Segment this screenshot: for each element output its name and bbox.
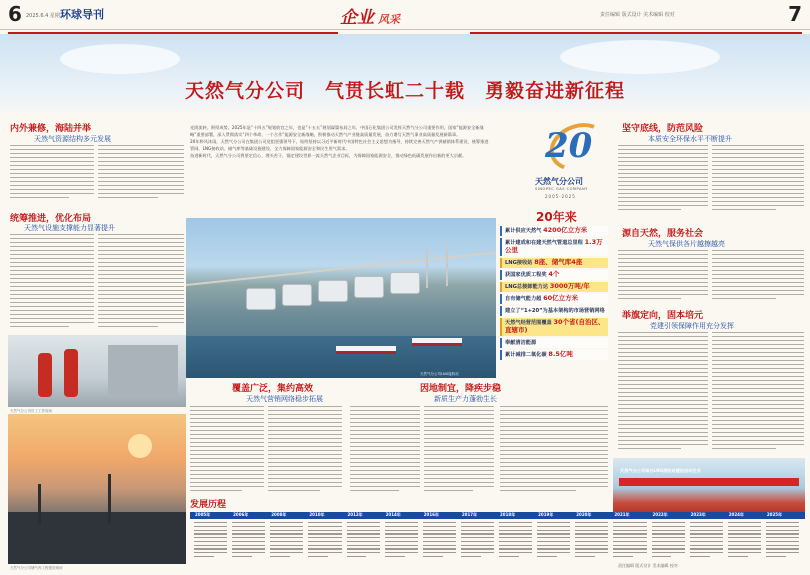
storage-tank [390,272,420,294]
brand-title [340,3,400,28]
stat-label: 累计建成和在建天然气管道总里程 [505,240,583,246]
team-photo [613,458,805,518]
timeline-event-text [728,522,761,566]
tower-shape [426,248,428,288]
stats-list [500,226,608,362]
timeline-event-text [499,522,532,566]
logo-company-name: 天然气分公司 [535,177,583,186]
crane-shape [38,484,41,524]
main-headline: 天然气分公司 气贯长虹二十载 勇毅奋进新征程 [184,80,625,102]
timeline-year: 2017年 [461,512,478,517]
stat-value: 8.5亿吨 [548,350,573,358]
lng-ship [412,338,462,346]
page-header [0,0,810,30]
ground-shape [8,512,186,564]
timeline-year: 2014年 [385,512,401,517]
stat-item [500,350,608,360]
right-meta: 责任编辑 版式设计 美术编辑 校对 [600,12,675,18]
timeline-event-text [347,522,380,566]
stat-value: 3000万吨/年 [549,282,590,290]
timeline-year: 2006年 [233,512,249,517]
article-text [712,332,804,454]
article-text [618,250,708,302]
anniversary-logo [535,120,615,205]
article-text [268,406,342,494]
article-text [350,406,420,494]
cloud-decoration [60,44,180,74]
equipment-shape [108,345,178,395]
timeline-year: 2016年 [423,512,439,517]
section-name: 环球导刊 [60,8,104,21]
timeline-event-text [461,522,494,566]
stats-heading: 20年来 [536,210,577,224]
left-date: 2025.6.4 星期三 [26,13,65,19]
lng-ship [336,346,396,354]
caption-workers: 天然气分公司员工工作现场 [10,409,52,413]
stat-item [500,226,608,236]
storage-tank [246,288,276,310]
timeline-year: 2012年 [347,512,363,517]
article-text [618,332,708,454]
stat-value: 4个 [548,270,560,278]
stat-value: 1.3万公里 [505,238,603,254]
article-text [712,145,804,213]
stat-item [500,306,608,316]
timeline-event-text [308,522,341,566]
timeline-event-text [232,522,265,566]
intro-paragraph: 奋进新时代，天然气分公司将坚定信心、埋头苦干，锚定建设世界一流天然气企业目标，为保障国家能源安全、推动绿色低碳发展作出新的更大贡献。 [190,153,467,158]
crane-shape [108,474,111,524]
lng-plant-photo [186,218,496,378]
worker-figure [38,353,52,397]
caption-sunset: 天然气分公司储气库工程建设现场 [10,566,63,570]
timeline-year: 2020年 [576,512,592,517]
sun-shape [128,434,152,458]
storage-tank [354,276,384,298]
stat-value: 60亿立方米 [543,294,579,302]
stat-value: 4200亿立方米 [543,226,588,234]
cloud-decoration [560,40,720,74]
timeline-heading: 发展历程 [190,500,227,510]
article-text [98,234,184,332]
storage-tank [318,280,348,302]
section-subtitle-party: 党建引领保障作用充分发挥 [650,322,734,330]
banner-background [0,34,810,116]
timeline-year: 2010年 [309,512,325,517]
stat-label: 建立了“1+20”为基本架构的市场营销网络 [505,308,605,314]
stat-item [500,238,608,256]
section-title-productivity: 因地制宜，降疾步稳 [420,384,502,394]
timeline-year: 2022年 [652,512,668,517]
article-text [98,145,184,205]
intro-text [190,124,490,214]
caption-plant: 天然气分公司LNG接收站 [420,372,459,376]
sunset-site-photo [8,414,186,564]
section-title-resources: 内外兼修，海陆并举 [10,124,92,134]
intro-paragraph: 20年栉风沐雨，天然气分公司在集团公司党组坚强领导下，始终坚持以习近平新时代中国特色社会主义思想为指导，持续完善天然气产供储销体系建设，统筹推进管网、LNG接收站、储气库等基础设施建设，全力保障国家能源安全和民生用气需求。 [190,139,489,151]
timeline-year: 2021年 [614,512,630,517]
timeline-event-text [423,522,456,566]
tower-shape [446,244,448,286]
stat-value: 30个省(自治区、直辖市) [505,318,605,334]
section-subtitle-productivity: 新质生产力蓬勃生长 [434,395,497,403]
stat-item [500,270,608,280]
section-subtitle-service: 天然气保供各片越擦越亮 [648,240,725,248]
intro-paragraph: 光阴流转，积厚成势。2025年是“十四五”规划收官之年，也是“十五五”规划谋篇布局之年，中国石化集团公司发挥天然气分公司重要作用，国家“能源安全新战略”重要部署，深入贯彻落实“四个革命、一个合作”能源安全新战略，积极推动天然气产业链高质量发展，奋力谱写天然气事业高质量发展新篇章。 [190,125,484,137]
timeline-event-text [766,522,799,566]
timeline-event-text [613,522,646,566]
timeline-year: 2023年 [690,512,706,517]
article-text [500,406,608,494]
section-title-service: 源自天然，服务社会 [622,229,704,239]
section-title-safety: 坚守底线，防范风险 [622,124,704,134]
timeline-event-text [385,522,418,566]
timeline-event-text [575,522,608,566]
section-title-facilities: 统筹推进，优化布局 [10,214,92,224]
caption-team: 天然气分公司举办LNG接收站建设启动仪式 [620,468,701,473]
timeline-event-text [652,522,685,566]
stat-label: 累计减排二氧化碳 [505,352,547,358]
stat-item [500,258,608,268]
stat-label: 自有储气能力超 [505,296,542,302]
timeline-year: 2018年 [500,512,516,517]
section-subtitle-marketing: 天然气营销网络稳步拓展 [246,395,323,403]
article-text [424,406,494,494]
timeline-event-text [537,522,570,566]
timeline-year: 2005年 [195,512,211,517]
worker-figure [64,349,78,397]
stat-label: 获国家优质工程奖 [505,272,547,278]
stat-label: LNG总接卸能力达 [505,284,549,290]
article-text [190,406,264,494]
stat-item [500,318,608,336]
stat-value: 8座、储气库4座 [534,258,583,266]
logo-number: 20 [545,126,593,166]
timeline-year: 2008年 [271,512,287,517]
stat-label: LNG接收站 [505,260,533,266]
stat-label: 奉献清洁能源 [505,340,537,346]
article-text [10,234,94,332]
stat-item [500,294,608,304]
section-title-marketing: 覆盖广泛，集约高效 [232,384,314,394]
page-footer: 责任编辑 版式设计 美术编辑 校对 [618,563,678,568]
article-text [10,145,94,205]
logo-years: 2005-2025 [545,194,576,199]
logo-english-name: SINOPEC GAS COMPANY [535,187,588,191]
stat-label: 累计供应天然气 [505,228,542,234]
storage-tank [282,284,312,306]
brand-main: 企业 [340,8,374,28]
section-subtitle-facilities: 天然气设施支撑能力显著提升 [24,224,115,232]
left-page-number: 6 [8,2,22,26]
timeline-event-text [690,522,723,566]
stat-item [500,282,608,292]
stat-item [500,338,608,348]
timeline-event-text [270,522,303,566]
timeline-event-text [194,522,227,566]
section-subtitle-safety: 本质安全环保水平不断提升 [648,135,732,143]
workers-photo [8,335,186,407]
banner-strip [619,478,799,486]
right-page-number: 7 [788,2,802,26]
section-subtitle-resources: 天然气资源结构多元发展 [34,135,111,143]
article-text [618,145,708,213]
section-title-party: 举旗定向，固本培元 [622,311,704,321]
brand-sub: 风采 [378,13,400,26]
article-text [712,250,804,302]
timeline-year: 2024年 [728,512,744,517]
timeline-year: 2019年 [538,512,554,517]
stat-label: 天然气经营范围覆盖 [505,320,552,326]
timeline-year: 2025年 [766,512,783,517]
